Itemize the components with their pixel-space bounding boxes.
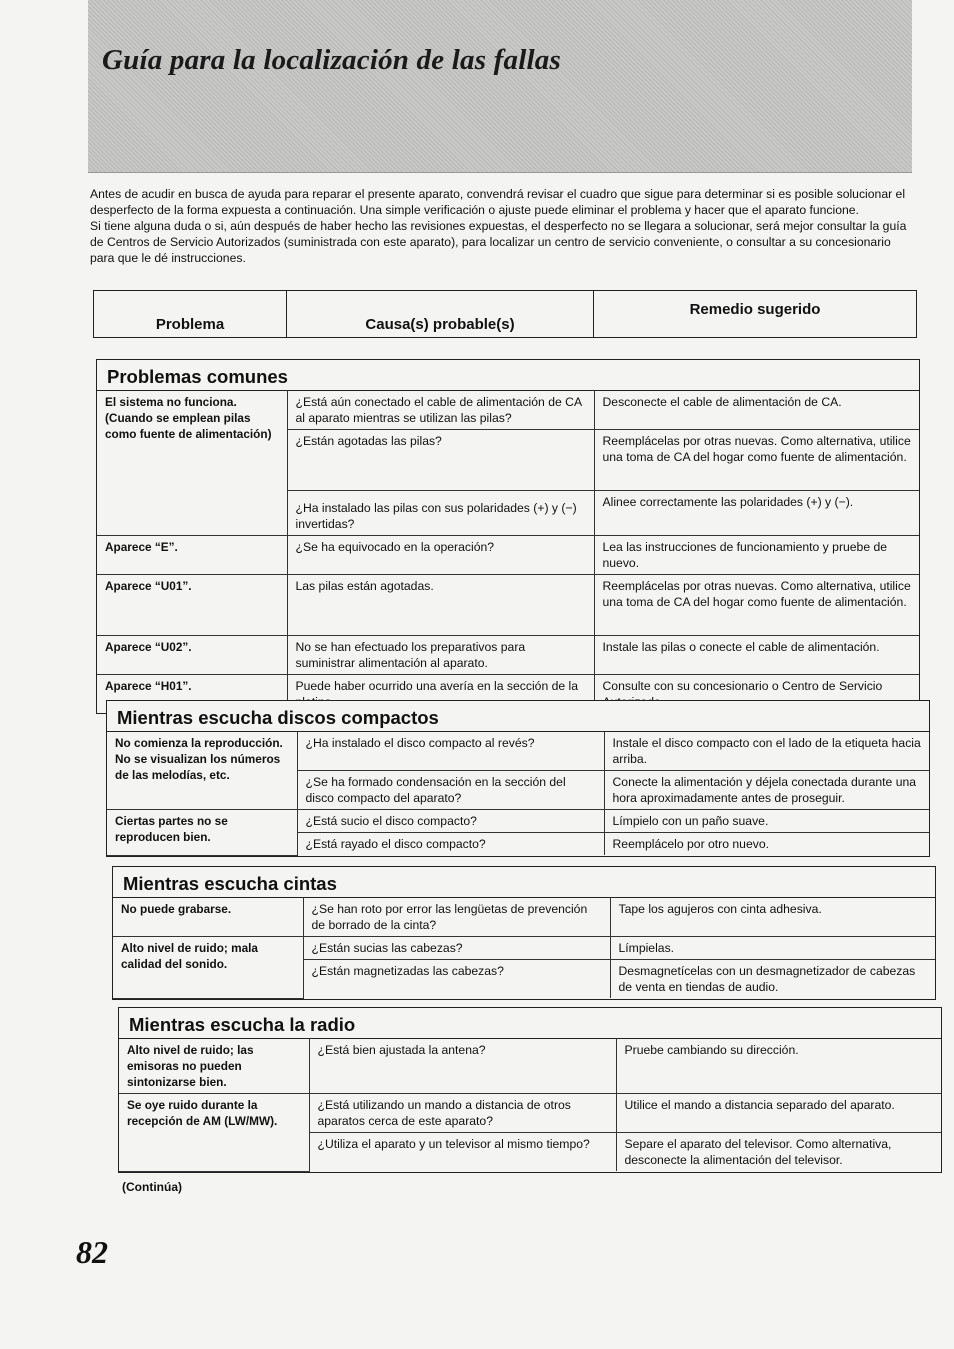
problem-cell: Alto nivel de ruido; mala calidad del sonido. [113, 937, 303, 999]
cause-cell: ¿Está bien ajustada la antena? [309, 1039, 616, 1094]
page-title: Guía para la localización de las fallas [102, 44, 561, 76]
cause-cell: ¿Ha instalado el disco compacto al revés? [297, 732, 604, 771]
remedy-cell: Reemplácelo por otro nuevo. [604, 833, 929, 856]
cause-cell: ¿Ha instalado las pilas con sus polaridades (+) y (−) invertidas? [287, 491, 594, 536]
column-problem: Problema [94, 291, 287, 337]
section-common [96, 359, 920, 714]
troubleshooting-table [107, 731, 929, 856]
table-row [97, 391, 919, 430]
remedy-cell: Tape los agujeros con cinta adhesiva. [610, 898, 935, 937]
problem-cell: No puede grabarse. [113, 898, 303, 937]
remedy-cell: Límpielas. [610, 937, 935, 960]
cause-cell: ¿Se han roto por error las lengüetas de prevención de borrado de la cinta? [303, 898, 610, 937]
cause-cell: No se han efectuado los preparativos para suministrar alimentación al aparato. [287, 636, 594, 675]
section-cd [106, 700, 930, 857]
table-row [119, 1039, 941, 1094]
cause-cell: ¿Utiliza el aparato y un televisor al mismo tiempo? [309, 1133, 616, 1172]
table-row [107, 732, 929, 771]
remedy-cell: Desconecte el cable de alimentación de CA. [594, 391, 919, 430]
cause-cell: ¿Están sucias las cabezas? [303, 937, 610, 960]
troubleshooting-table [97, 390, 919, 713]
cause-cell: Puede haber ocurrido una avería en la sección de la [287, 675, 594, 714]
problem-cell: Ciertas partes no se reproducen bien. [107, 810, 297, 856]
remedy-cell: Límpielo con un paño suave. [604, 810, 929, 833]
intro-paragraph-1: Antes de acudir en busca de ayuda para reparar el presente aparato, convendrá revisar el cuadro que sigue para determinar si es posible solucionar el desperfecto de la forma expuesta a continuación. Una simple verificación o ajuste puede eliminar el problema y hacer que el aparato funcione. [90, 187, 906, 217]
column-header [93, 290, 917, 338]
cause-cell: ¿Se ha equivocado en la operación? [287, 536, 594, 575]
problem-cell: Aparece “H01”. [97, 675, 287, 714]
table-row [119, 1094, 941, 1133]
cause-cell: ¿Está rayado el disco compacto? [297, 833, 604, 856]
table-row [113, 898, 935, 937]
remedy-cell: Conecte la alimentación y déjela conectada durante una hora aproximadamente antes de proseguir. [604, 771, 929, 810]
remedy-cell: Utilice el mando a distancia separado del aparato. [616, 1094, 941, 1133]
problem-cell: Se oye ruido durante la recepción de AM (LW/MW). [119, 1094, 309, 1172]
remedy-cell: Instale el disco compacto con el lado de la etiqueta hacia arriba. [604, 732, 929, 771]
cause-cell: Las pilas están agotadas. [287, 575, 594, 636]
problem-cell: Aparece “U01”. [97, 575, 287, 636]
remedy-cell: Alinee correctamente las polaridades (+) y (−). [594, 491, 919, 536]
section-title: Mientras escucha la radio [129, 1014, 356, 1035]
continued-note: (Continúa) [122, 1180, 182, 1194]
table-row [97, 636, 919, 675]
problem-cell: Aparece “U02”. [97, 636, 287, 675]
remedy-cell: Reemplácelas por otras nuevas. Como alternativa, utilice una toma de CA del hogar como fuente de alimentación. [594, 430, 919, 491]
troubleshooting-table [119, 1038, 941, 1172]
column-remedy: Remedio sugerido [689, 300, 821, 318]
table-row [97, 536, 919, 575]
section-title: Problemas comunes [107, 366, 288, 387]
table-row [113, 937, 935, 960]
intro-text [90, 186, 916, 266]
cause-cell: ¿Están agotadas las pilas? [287, 430, 594, 491]
page-number: 82 [76, 1234, 108, 1270]
cause-cell: ¿Está sucio el disco compacto? [297, 810, 604, 833]
table-row [107, 810, 929, 833]
remedy-cell: Separe el aparato del televisor. Como alternativa, desconecte la alimentación del televisor. [616, 1133, 941, 1172]
problem-cell: No comienza la reproducción. No se visualizan los números de las melodías, etc. [107, 732, 297, 810]
cause-cell: ¿Están magnetizadas las cabezas? [303, 960, 610, 999]
cause-cell: ¿Se ha formado condensación en la sección del disco compacto del aparato? [297, 771, 604, 810]
cause-cell: ¿Está aún conectado el cable de alimentación de CA al aparato mientras se utilizan las pilas? [287, 391, 594, 430]
remedy-cell: Desmagnetícelas con un desmagnetizador de cabezas de venta en tiendas de audio. [610, 960, 935, 999]
column-cause: Causa(s) probable(s) [287, 291, 594, 337]
cause-cell: ¿Está utilizando un mando a distancia de otros aparatos cerca de este aparato? [309, 1094, 616, 1133]
section-title: Mientras escucha discos compactos [117, 707, 439, 728]
section-tape [112, 866, 936, 1000]
intro-paragraph-2: Si tiene alguna duda o si, aún después de haber hecho las revisiones expuestas, el desperfecto no se llegara a solucionar, será mejor consultar la guía de Centros de Servicio Autorizados (suministrada con este aparato), para localizar un centro de servicio conveniente, o consultar a su concesionario para que le dé instrucciones. [90, 219, 907, 265]
remedy-cell: Instale las pilas o conecte el cable de alimentación. [594, 636, 919, 675]
table-row [97, 575, 919, 636]
section-title: Mientras escucha cintas [123, 873, 337, 894]
header-banner [88, 0, 912, 173]
remedy-cell: Consulte con su concesionario o Centro de Servicio [594, 675, 919, 714]
remedy-cell: Lea las instrucciones de funcionamiento y pruebe de nuevo. [594, 536, 919, 575]
problem-cell: Aparece “E”. [97, 536, 287, 575]
section-radio [118, 1007, 942, 1173]
remedy-cell: Reemplácelas por otras nuevas. Como alternativa, utilice una toma de CA del hogar como fuente de alimentación. [594, 575, 919, 636]
problem-cell: El sistema no funciona. (Cuando se emplean pilas como fuente de alimentación) [97, 391, 287, 536]
remedy-cell: Pruebe cambiando su dirección. [616, 1039, 941, 1094]
troubleshooting-table [113, 897, 935, 999]
problem-cell: Alto nivel de ruido; las emisoras no pueden sintonizarse bien. [119, 1039, 309, 1094]
